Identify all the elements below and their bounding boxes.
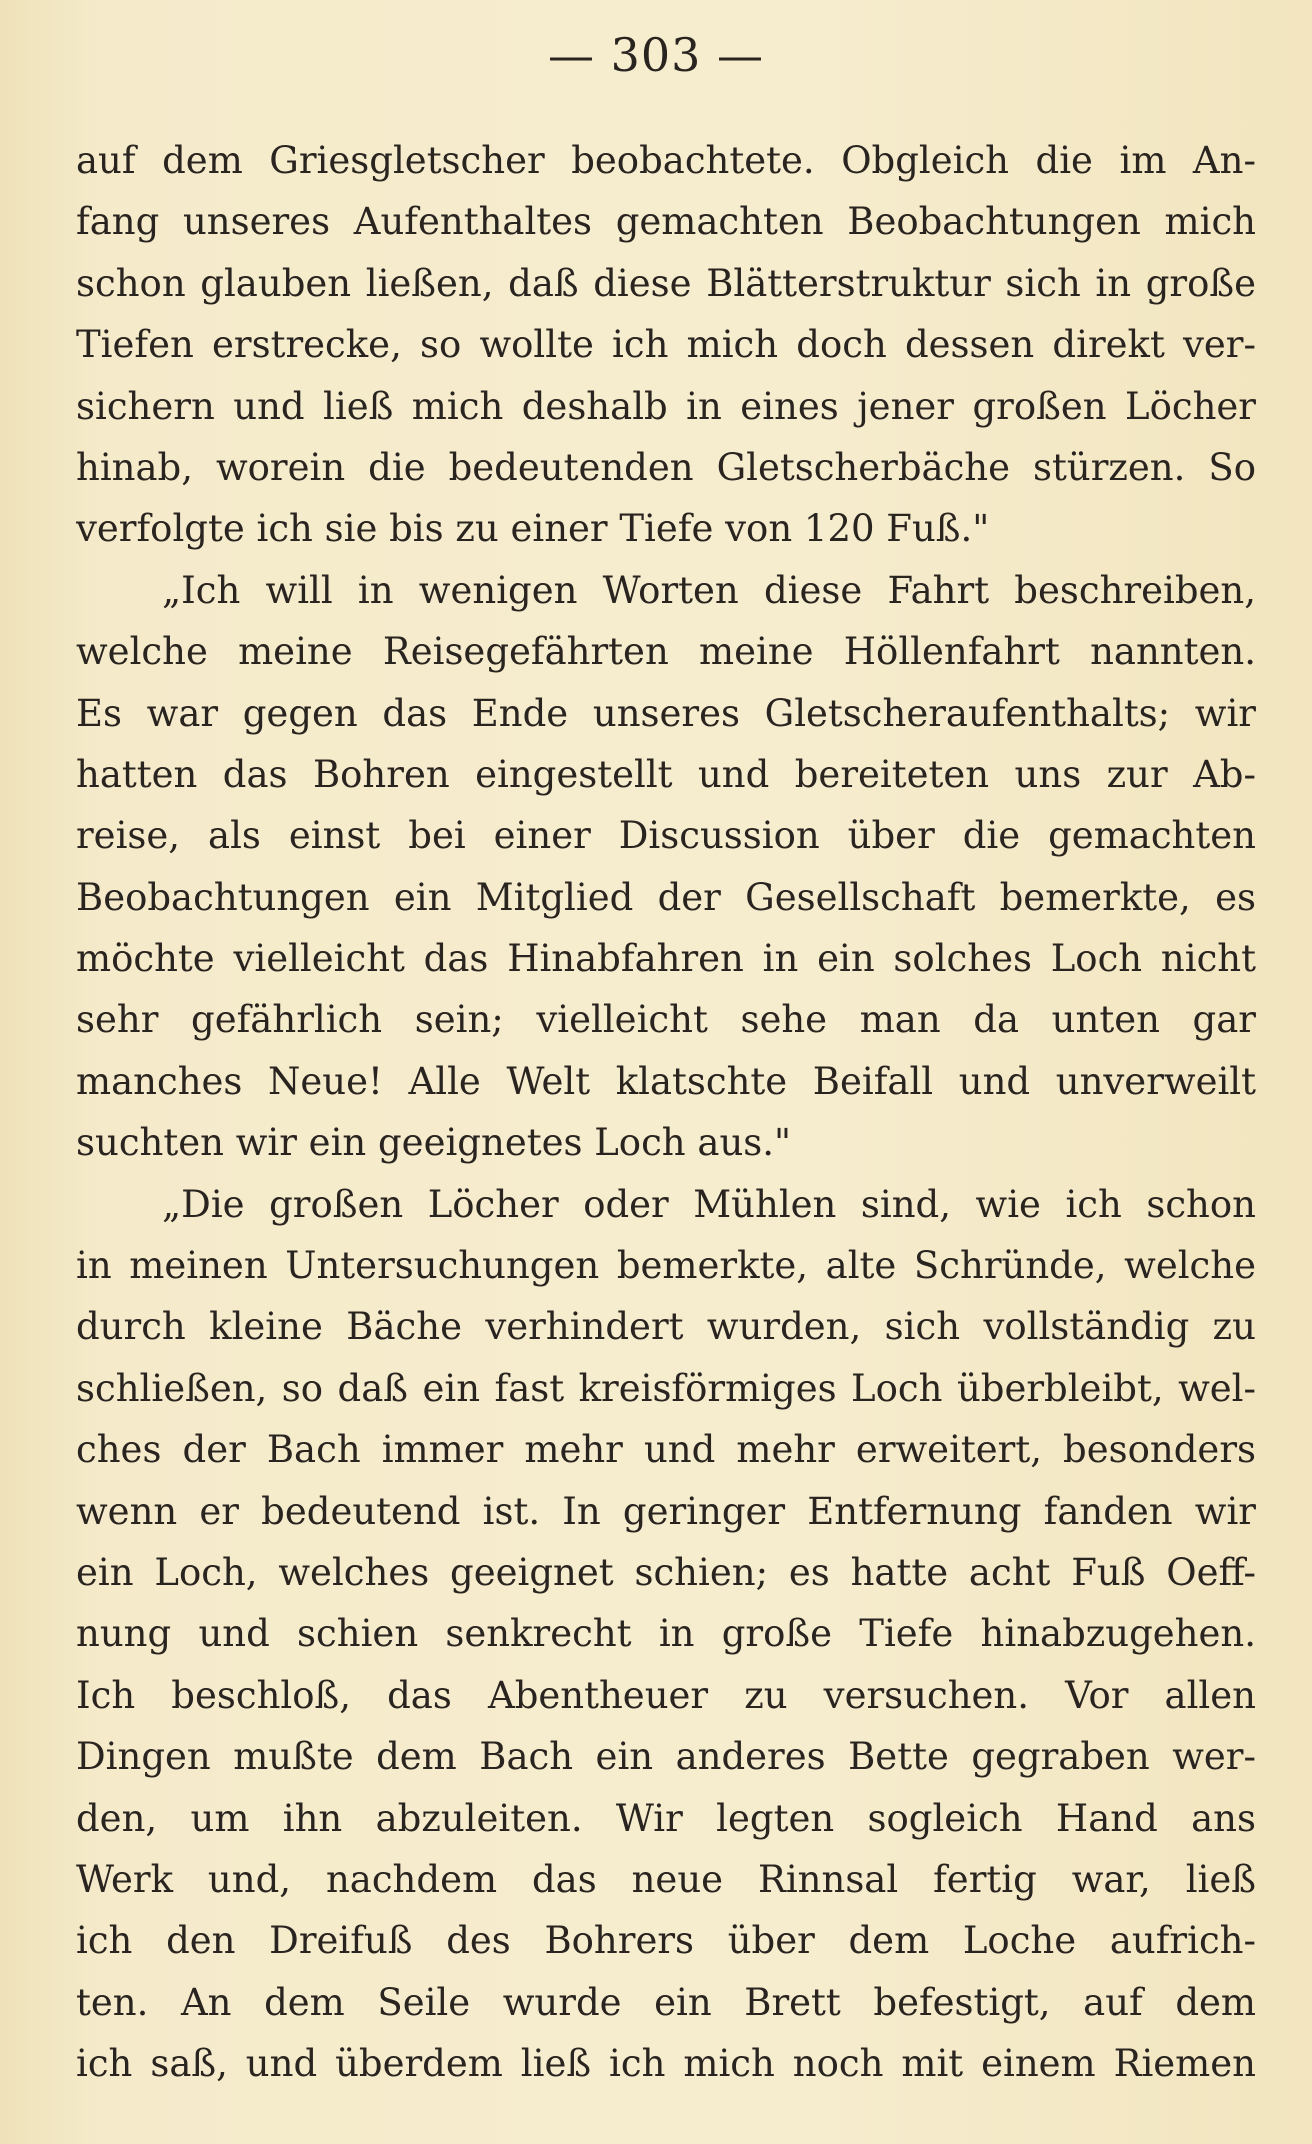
- text-line: ich den Dreifuß des Bohrers über dem Loche aufrich-: [76, 1919, 1256, 1963]
- text-line: sehr gefährlich sein; vielleicht sehe man da unten gar: [76, 998, 1256, 1042]
- text-line: ich saß, und überdem ließ ich mich noch mit einem Riemen: [76, 2042, 1256, 2086]
- text-line: nung und schien senkrecht in große Tiefe hinabzugehen.: [76, 1612, 1256, 1656]
- text-line: Ich beschloß, das Abentheuer zu versuchen. Vor allen: [76, 1673, 1256, 1717]
- text-line: Werk und, nachdem das neue Rinnsal fertig war, ließ: [76, 1857, 1256, 1901]
- text-line: möchte vielleicht das Hinabfahren in ein solches Loch nicht: [76, 937, 1256, 981]
- text-line: welche meine Reisegefährten meine Höllenfahrt nannten.: [76, 630, 1256, 674]
- text-line: wenn er bedeutend ist. In geringer Entfernung fanden wir: [76, 1489, 1256, 1533]
- text-line: hinab, worein die bedeutenden Gletscherbäche stürzen. So: [76, 445, 1256, 489]
- text-line: in meinen Untersuchungen bemerkte, alte Schründe, welche: [76, 1244, 1256, 1288]
- text-line: auf dem Griesgletscher beobachtete. Obgleich die im An-: [76, 139, 1256, 182]
- text-line: Tiefen erstrecke, so wollte ich mich doch dessen direkt ver-: [76, 323, 1256, 367]
- text-line: ten. An dem Seile wurde ein Brett befestigt, auf dem: [76, 1980, 1256, 2024]
- text-line: Dingen mußte dem Bach ein anderes Bette gegraben wer-: [76, 1735, 1256, 1779]
- text-line: verfolgte ich sie bis zu einer Tiefe von 120 Fuß.": [76, 507, 990, 551]
- text-line: durch kleine Bäche verhindert wurden, sich vollständig zu: [76, 1305, 1256, 1349]
- text-line: fang unseres Aufenthaltes gemachten Beobachtungen mich: [76, 200, 1256, 244]
- text-line: reise, als einst bei einer Discussion über die gemachten: [76, 814, 1256, 858]
- text-line: ches der Bach immer mehr und mehr erweitert, besonders: [76, 1428, 1256, 1472]
- page-number: — 303 —: [547, 28, 765, 82]
- text-line: ein Loch, welches geeignet schien; es hatte acht Fuß Oeff-: [76, 1550, 1256, 1594]
- text-line: „Ich will in wenigen Worten diese Fahrt beschreiben,: [162, 568, 1256, 612]
- body-text: [76, 130, 1256, 2095]
- text-line: Es war gegen das Ende unseres Gletscheraufenthalts; wir: [76, 691, 1256, 735]
- text-line: sichern und ließ mich deshalb in eines jener großen Löcher: [76, 384, 1256, 428]
- text-line: schon glauben ließen, daß diese Blätterstruktur sich in große: [76, 261, 1256, 305]
- text-line: Beobachtungen ein Mitglied der Gesellschaft bemerkte, es: [76, 875, 1256, 919]
- text-line: „Die großen Löcher oder Mühlen sind, wie ich schon: [162, 1182, 1256, 1226]
- text-line: hatten das Bohren eingestellt und bereiteten uns zur Ab-: [76, 752, 1256, 796]
- text-line: manches Neue! Alle Welt klatschte Beifall und unverweilt: [76, 1059, 1256, 1103]
- text-line: schließen, so daß ein fast kreisförmiges Loch überbleibt, wel-: [76, 1366, 1256, 1410]
- text-line: suchten wir ein geeignetes Loch aus.": [76, 1121, 792, 1165]
- text-line: den, um ihn abzuleiten. Wir legten sogleich Hand ans: [76, 1796, 1256, 1840]
